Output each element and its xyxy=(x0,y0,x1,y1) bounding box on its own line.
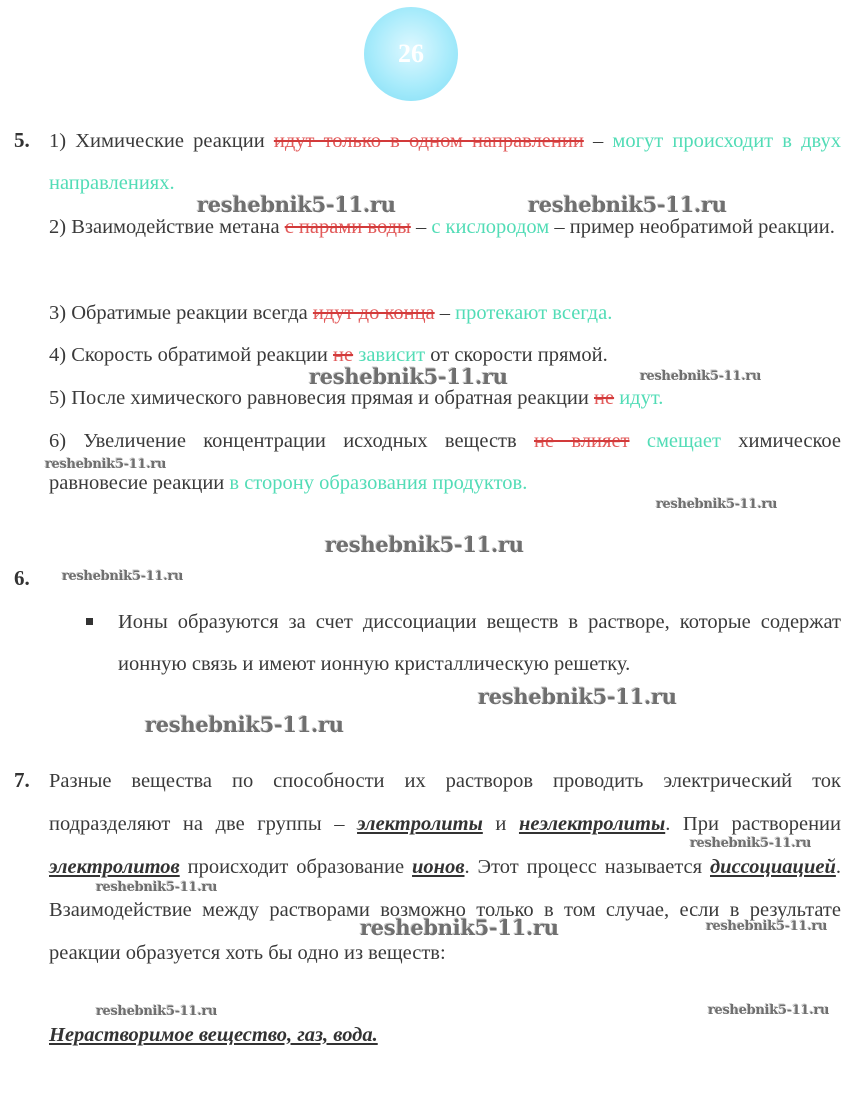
q5-item-3-dash: – xyxy=(434,302,456,324)
q6-bullet-text: Ионы образуются за счет диссоциации веществ в растворе, которые содержат ионную связь и имеют ионную кристаллическую решетку. xyxy=(118,611,841,675)
q6-bullet-item xyxy=(86,601,841,685)
watermark: reshebnik5-11.ru xyxy=(96,880,218,895)
page-number-badge: 26 xyxy=(364,7,458,101)
q7-text-3: . При растворении xyxy=(665,813,842,835)
q5-item-6-correct: смещает xyxy=(646,430,721,452)
question-number-6: 6. xyxy=(14,566,30,590)
q5-item-4-wrong: не xyxy=(333,344,354,366)
q5-item-6 xyxy=(49,420,841,504)
watermark: reshebnik5-11.ru xyxy=(706,919,828,934)
watermark: reshebnik5-11.ru xyxy=(360,915,559,940)
q5-item-2-dash: – xyxy=(410,216,432,238)
q5-item-6-correct-2: в сторону образования продуктов. xyxy=(229,472,528,494)
watermark: reshebnik5-11.ru xyxy=(640,369,762,384)
q7-text-5: . Этот процесс называется xyxy=(464,856,710,878)
q7-paragraph xyxy=(49,760,841,975)
watermark: reshebnik5-11.ru xyxy=(708,1003,830,1018)
q5-item-3-text: 3) Обратимые реакции всегда xyxy=(49,302,313,324)
watermark: reshebnik5-11.ru xyxy=(96,1004,218,1019)
question-number-5: 5. xyxy=(14,128,30,152)
watermark: reshebnik5-11.ru xyxy=(325,532,524,557)
q5-item-1-dash: – xyxy=(583,130,613,152)
q7-term-electrolytes: электролиты xyxy=(357,813,483,835)
q5-item-1-text: 1) Химические реакции xyxy=(49,130,274,152)
q5-item-2-text: 2) Взаимодействие метана xyxy=(49,216,285,238)
q5-item-5-correct: идут. xyxy=(619,387,664,409)
q7-term-electrolytes-gen: электролитов xyxy=(49,856,180,878)
watermark: reshebnik5-11.ru xyxy=(309,364,508,389)
watermark: reshebnik5-11.ru xyxy=(45,457,167,472)
bullet-square-icon xyxy=(86,618,93,625)
q5-item-4-correct: зависит xyxy=(358,344,426,366)
question-number-7: 7. xyxy=(14,768,30,792)
q5-item-3 xyxy=(49,292,841,334)
watermark: reshebnik5-11.ru xyxy=(656,497,778,512)
q7-term-ions: ионов xyxy=(412,856,465,878)
q5-item-6-wrong: не влияет xyxy=(534,430,630,452)
q5-item-6-tail: химическое равновесие реакции xyxy=(49,430,841,494)
watermark: reshebnik5-11.ru xyxy=(690,836,812,851)
q5-item-2-wrong: с парами воды xyxy=(284,216,411,238)
watermark: reshebnik5-11.ru xyxy=(528,192,727,217)
q7-text-4: происходит образование xyxy=(179,856,413,878)
watermark: reshebnik5-11.ru xyxy=(62,569,184,584)
q5-item-4-tail: от скорости прямой. xyxy=(425,344,608,366)
q5-item-4-text: 4) Скорость обратимой реакции xyxy=(49,344,334,366)
q7-text-2: и xyxy=(482,813,519,835)
q5-item-5-text: 5) После химического равновесия прямая и обратная реакции xyxy=(49,387,594,409)
watermark: reshebnik5-11.ru xyxy=(197,192,396,217)
q7-answer: Нерастворимое вещество, газ, вода. xyxy=(49,1024,378,1046)
q7-term-nonelectrolytes: неэлектролиты xyxy=(518,813,666,835)
watermark: reshebnik5-11.ru xyxy=(145,712,344,737)
q5-item-6-space xyxy=(630,430,647,452)
q5-item-3-wrong: идут до конца xyxy=(312,302,435,324)
q5-item-5-wrong: не xyxy=(594,387,615,409)
q5-item-6-text: 6) Увеличение концентрации исходных веществ xyxy=(49,430,535,452)
q7-term-dissociation: диссоциацией xyxy=(710,856,836,878)
q5-item-2-tail: – пример необратимой реакции. xyxy=(549,216,835,238)
q5-item-2-correct: с кислородом xyxy=(431,216,550,238)
q5-item-1-correct: могут происходит в двух направлениях. xyxy=(49,130,842,194)
q5-item-3-correct: протекают всегда. xyxy=(455,302,613,324)
q7-text-6: . Взаимодействие между растворами возможно только в том случае, если в результате реакции образуется хоть бы одно из веществ: xyxy=(49,856,841,964)
q7-text-1: Разные вещества по способности их растворов проводить электрический ток подразделяют на две группы – xyxy=(49,770,841,835)
q5-item-1-wrong: идут только в одном направлении xyxy=(273,130,584,152)
watermark: reshebnik5-11.ru xyxy=(478,684,677,709)
